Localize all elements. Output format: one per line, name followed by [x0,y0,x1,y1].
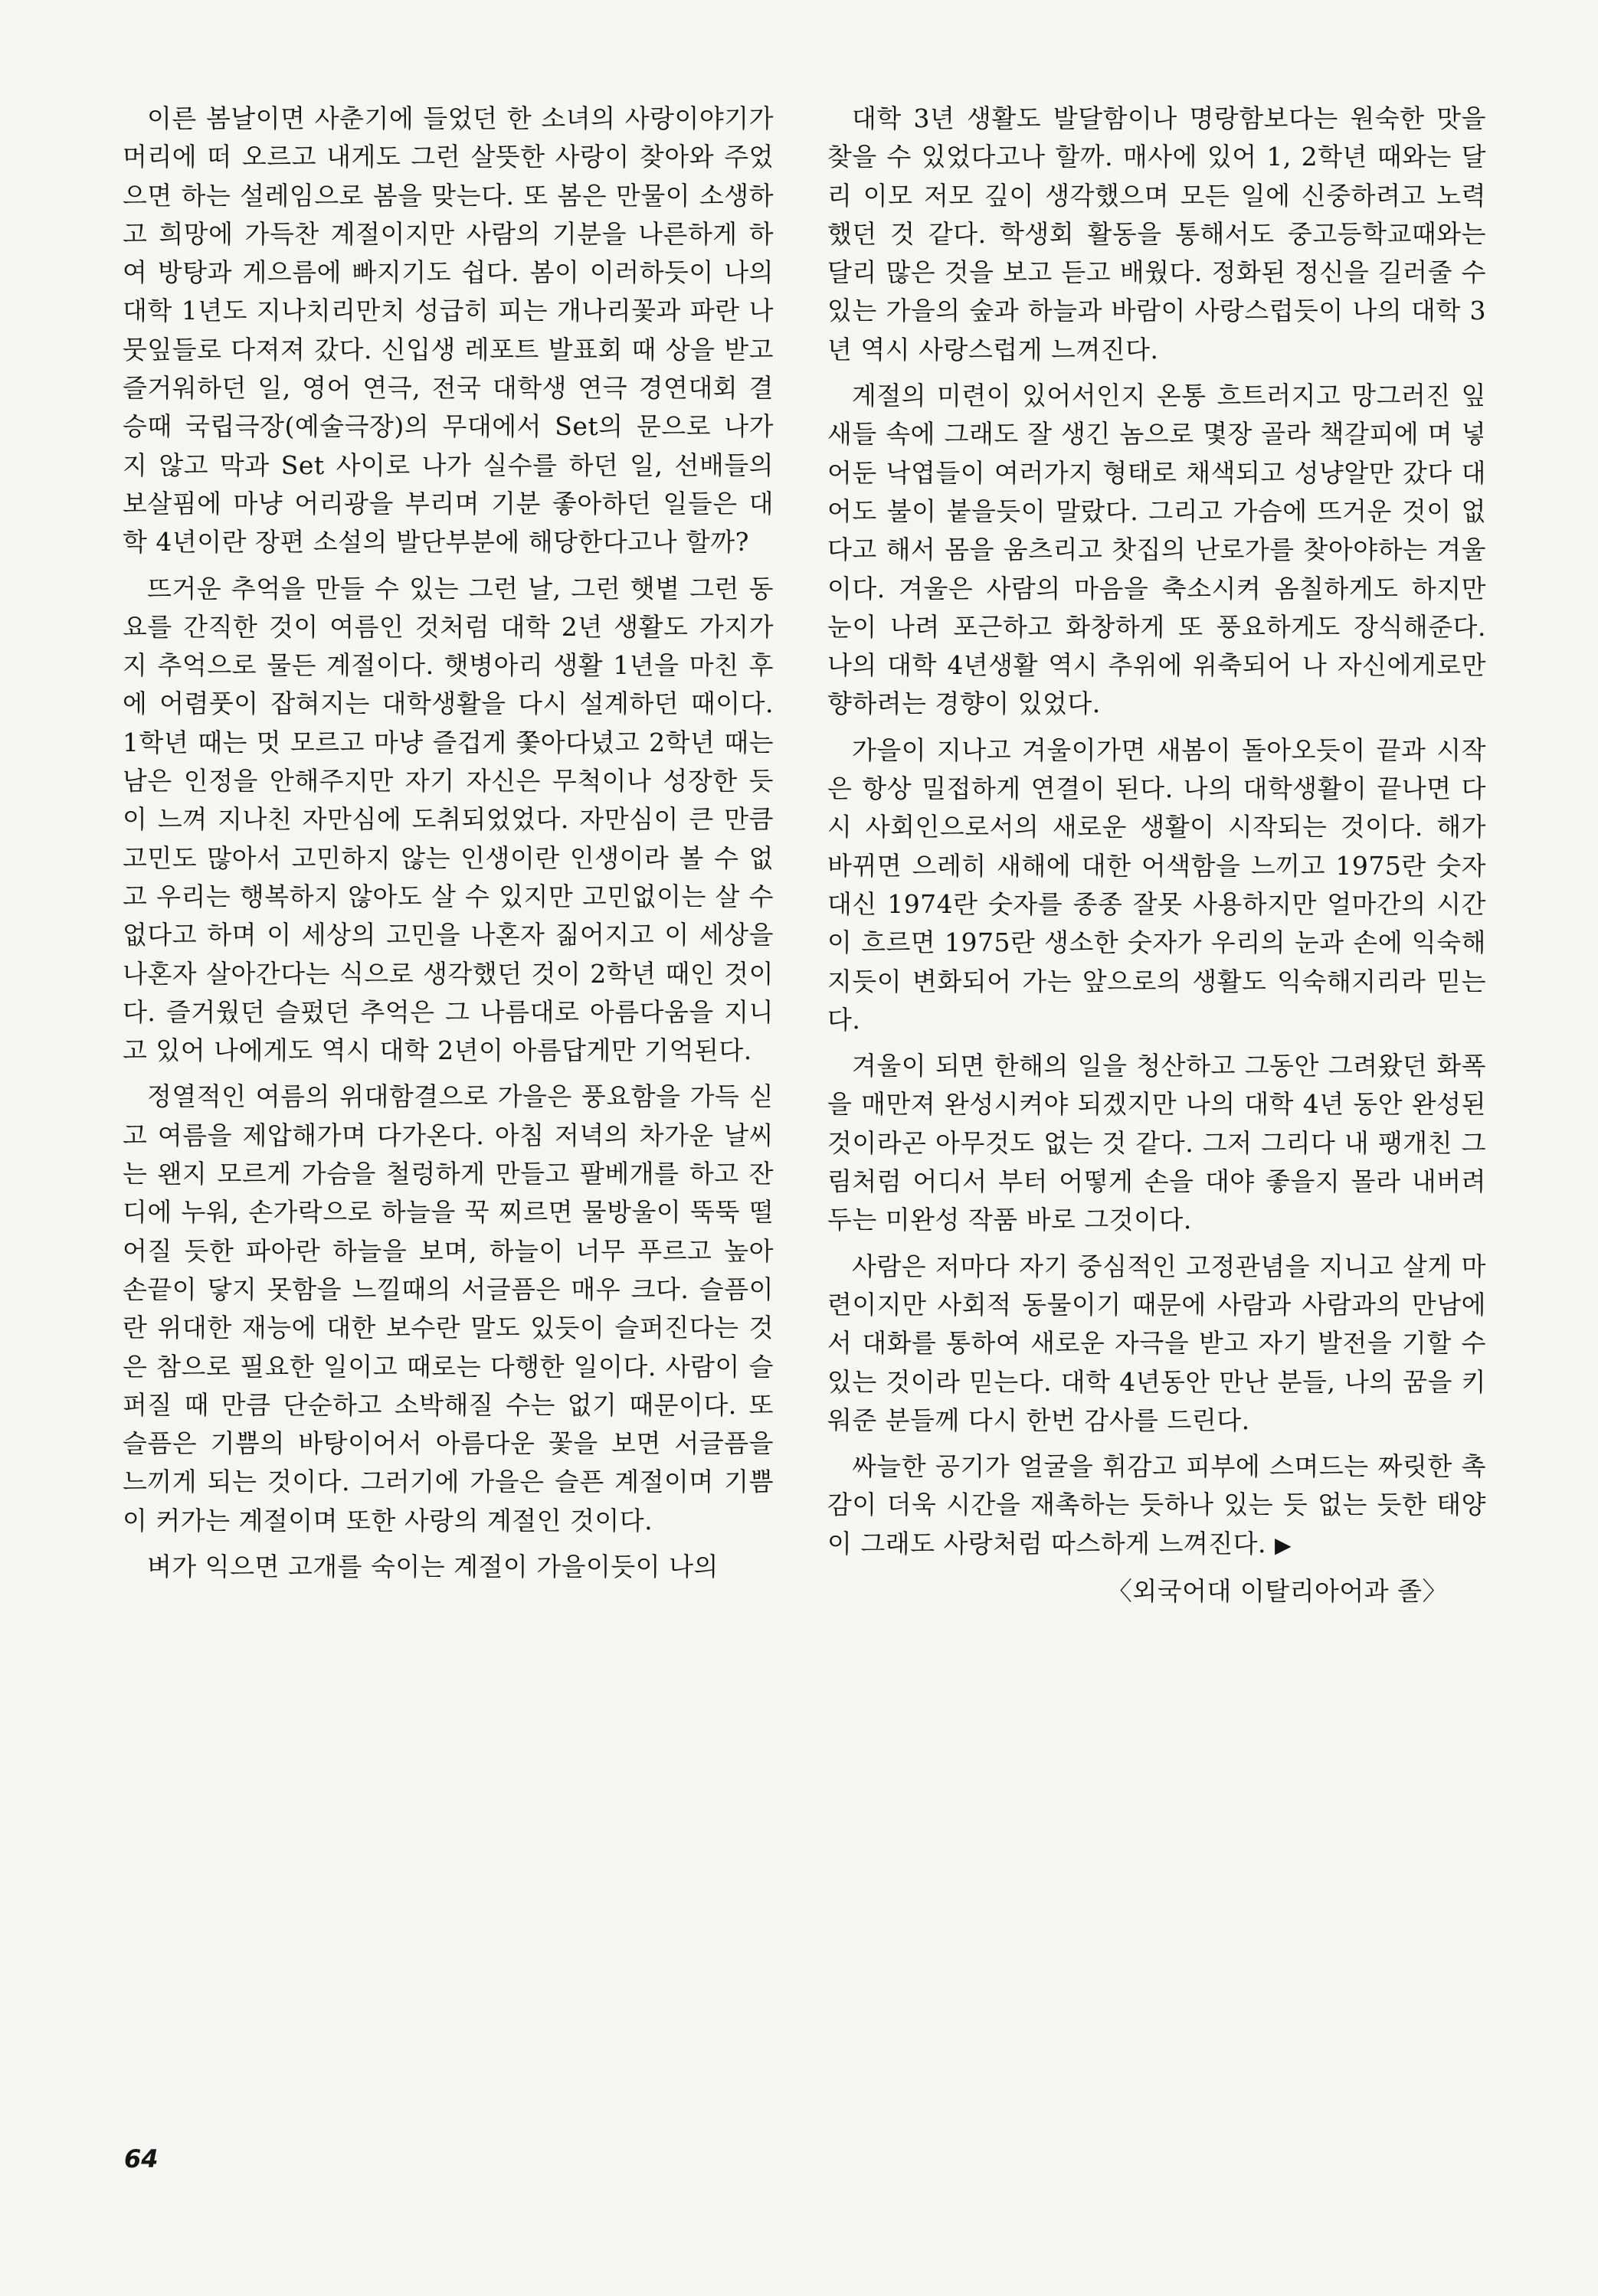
end-marker-icon: ▶ [1275,1532,1292,1558]
article-column-left [123,100,774,1594]
paragraph: 가을이 지나고 겨울이가면 새봄이 돌아오듯이 끝과 시작은 항상 밀접하게 연결이 된다. 나의 대학생활이 끝나면 다시 사회인으로서의 새로운 생활이 시작되는 것이다. 해가 바뀌면 으레히 새해에 대한 어색함을 느끼고 1975란 숫자 대신 1974란 숫자를 종종 잘못 사용하지만 얼마간의 시간이 흐르면 1975란 생소한 숫자가 우리의 눈과 손에 익숙해지듯이 변화되어 가는 앞으로의 생활도 익숙해지리라 믿는다. [827,734,1486,1035]
page-number: 64 [124,2144,159,2173]
paragraph: 겨울이 되면 한해의 일을 청산하고 그동안 그려왔던 화폭을 매만져 완성시켜야 되겠지만 나의 대학 4년 동안 완성된 것이라곤 아무것도 없는 것 같다. 그저 그리다 내 팽개친 그림처럼 어디서 부터 어떻게 손을 대야 좋을지 몰라 내버려두는 미완성 작품 바로 그것이다. [827,1051,1486,1235]
paragraph: 대학 3년 생활도 발달함이나 명랑함보다는 원숙한 맛을 찾을 수 있었다고나 할까. 매사에 있어 1, 2학년 때와는 달리 이모 저모 깊이 생각했으며 모든 일에 신중하려고 노력했던 것 같다. 학생회 활동을 통해서도 중고등학교때와는 달리 많은 것을 보고 듣고 배웠다. 정화된 정신을 길러줄 수 있는 가을의 숲과 하늘과 바람이 사랑스럽듯이 나의 대학 3년 역시 사랑스럽게 느껴진다. [827,103,1486,365]
article-column-right [827,100,1486,1611]
paragraph: 사람은 저마다 자기 중심적인 고정관념을 지니고 살게 마련이지만 사회적 동물이기 때문에 사람과 사람과의 만남에서 대화를 통하여 새로운 자극을 받고 자기 발전을 기할 수 있는 것이라 믿는다. 대학 4년동안 만난 분들, 나의 꿈을 키워준 분들께 다시 한번 감사를 드린다. [827,1251,1486,1435]
final-paragraph [827,1447,1486,1565]
paragraph: 벼가 익으면 고개를 숙이는 계절이 가을이듯이 나의 [147,1551,719,1581]
author-affiliation: 〈외국어대 이탈리아어과 졸〉 [1106,1575,1448,1606]
paragraph: 정열적인 여름의 위대함결으로 가을은 풍요함을 가득 싣고 여름을 제압해가며 다가온다. 아침 저녁의 차가운 날씨는 왠지 모르게 가슴을 철렁하게 만들고 팔베개를 하고 잔디에 누워, 손가락으로 하늘을 꾹 찌르면 물방울이 뚝뚝 떨어질 듯한 파아란 하늘을 보며, 하늘이 너무 푸르고 높아 손끝이 닿지 못함을 느낄때의 서글픔은 매우 크다. 슬픔이란 위대한 재능에 대한 보수란 말도 있듯이 슬퍼진다는 것은 참으로 필요한 일이고 때로는 다행한 일이다. 사람이 슬퍼질 때 만큼 단순하고 소박해질 수는 없기 때문이다. 또 슬픔은 기쁨의 바탕이어서 아름다운 꽃을 보면 서글픔을 느끼게 되는 것이다. 그러기에 가을은 슬픈 계절이며 기쁨이 커가는 계절이며 또한 사랑의 계절인 것이다. [123,1081,774,1536]
paragraph: 뜨거운 추억을 만들 수 있는 그런 날, 그런 햇볕 그런 동요를 간직한 것이 여름인 것처럼 대학 2년 생활도 가지가지 추억으로 물든 계절이다. 햇병아리 생활 1년을 마친 후에 어렴풋이 잡혀지는 대학생활을 다시 설계하던 때이다. 1학년 때는 멋 모르고 마냥 즐겁게 쫓아다녔고 2학년 때는 남은 인정을 안해주지만 자기 자신은 무척이나 성장한 듯이 느껴 지나친 자만심에 도취되었었다. 자만심이 큰 만큼 고민도 많아서 고민하지 않는 인생이란 인생이라 볼 수 없고 우리는 행복하지 않아도 살 수 있지만 고민없이는 살 수 없다고 하며 이 세상의 고민을 나혼자 짊어지고 이 세상을 나혼자 살아간다는 식으로 생각했던 것이 2학년 때인 것이다. 즐거웠던 슬펐던 추억은 그 나름대로 아름다움을 지니고 있어 나에게도 역시 대학 2년이 아름답게만 기억된다. [123,573,774,1066]
paragraph: 계절의 미련이 있어서인지 온통 흐트러지고 망그러진 잎새들 속에 그래도 잘 생긴 놈으로 몇장 골라 책갈피에 며 넣어둔 낙엽들이 여러가지 형태로 채색되고 성냥알만 갔다 대어도 불이 붙을듯이 말랐다. 그리고 가슴에 뜨거운 것이 없다고 해서 몸을 움츠리고 찻집의 난로가를 찾아야하는 겨울이다. 겨울은 사람의 마음을 축소시켜 옴칠하게도 하지만 눈이 나려 포근하고 화창하게 또 풍요하게도 장식해준다. 나의 대학 4년생활 역시 추위에 위축되어 나 자신에게로만 향하려는 경향이 있었다. [827,381,1486,719]
paragraph-text: 싸늘한 공기가 얼굴을 휘감고 피부에 스며드는 짜릿한 촉감이 더욱 시간을 재촉하는 듯하나 있는 듯 없는 듯한 태양이 그래도 사랑처럼 따스하게 느껴진다. [827,1451,1486,1558]
paragraph: 이른 봄날이면 사춘기에 들었던 한 소녀의 사랑이야기가 머리에 떠 오르고 내게도 그런 살뜻한 사랑이 찾아와 주었으면 하는 설레임으로 봄을 맞는다. 또 봄은 만물이 소생하고 희망에 가득찬 계절이지만 사람의 기분을 나른하게 하여 방탕과 게으름에 빠지기도 쉽다. 봄이 이러하듯이 나의 대학 1년도 지나치리만치 성급히 피는 개나리꽃과 파란 나뭇잎들로 다져져 갔다. 신입생 레포트 발표회 때 상을 받고 즐거워하던 일, 영어 연극, 전국 대학생 연극 경연대회 결승때 국립극장(예술극장)의 무대에서 Set의 문으로 나가지 않고 막과 Set 사이로 나가 실수를 하던 일, 선배들의 보살핌에 마냥 어리광을 부리며 기분 좋아하던 일들은 대학 4년이란 장편 소설의 발단부분에 해당한다고나 할까? [123,103,774,558]
